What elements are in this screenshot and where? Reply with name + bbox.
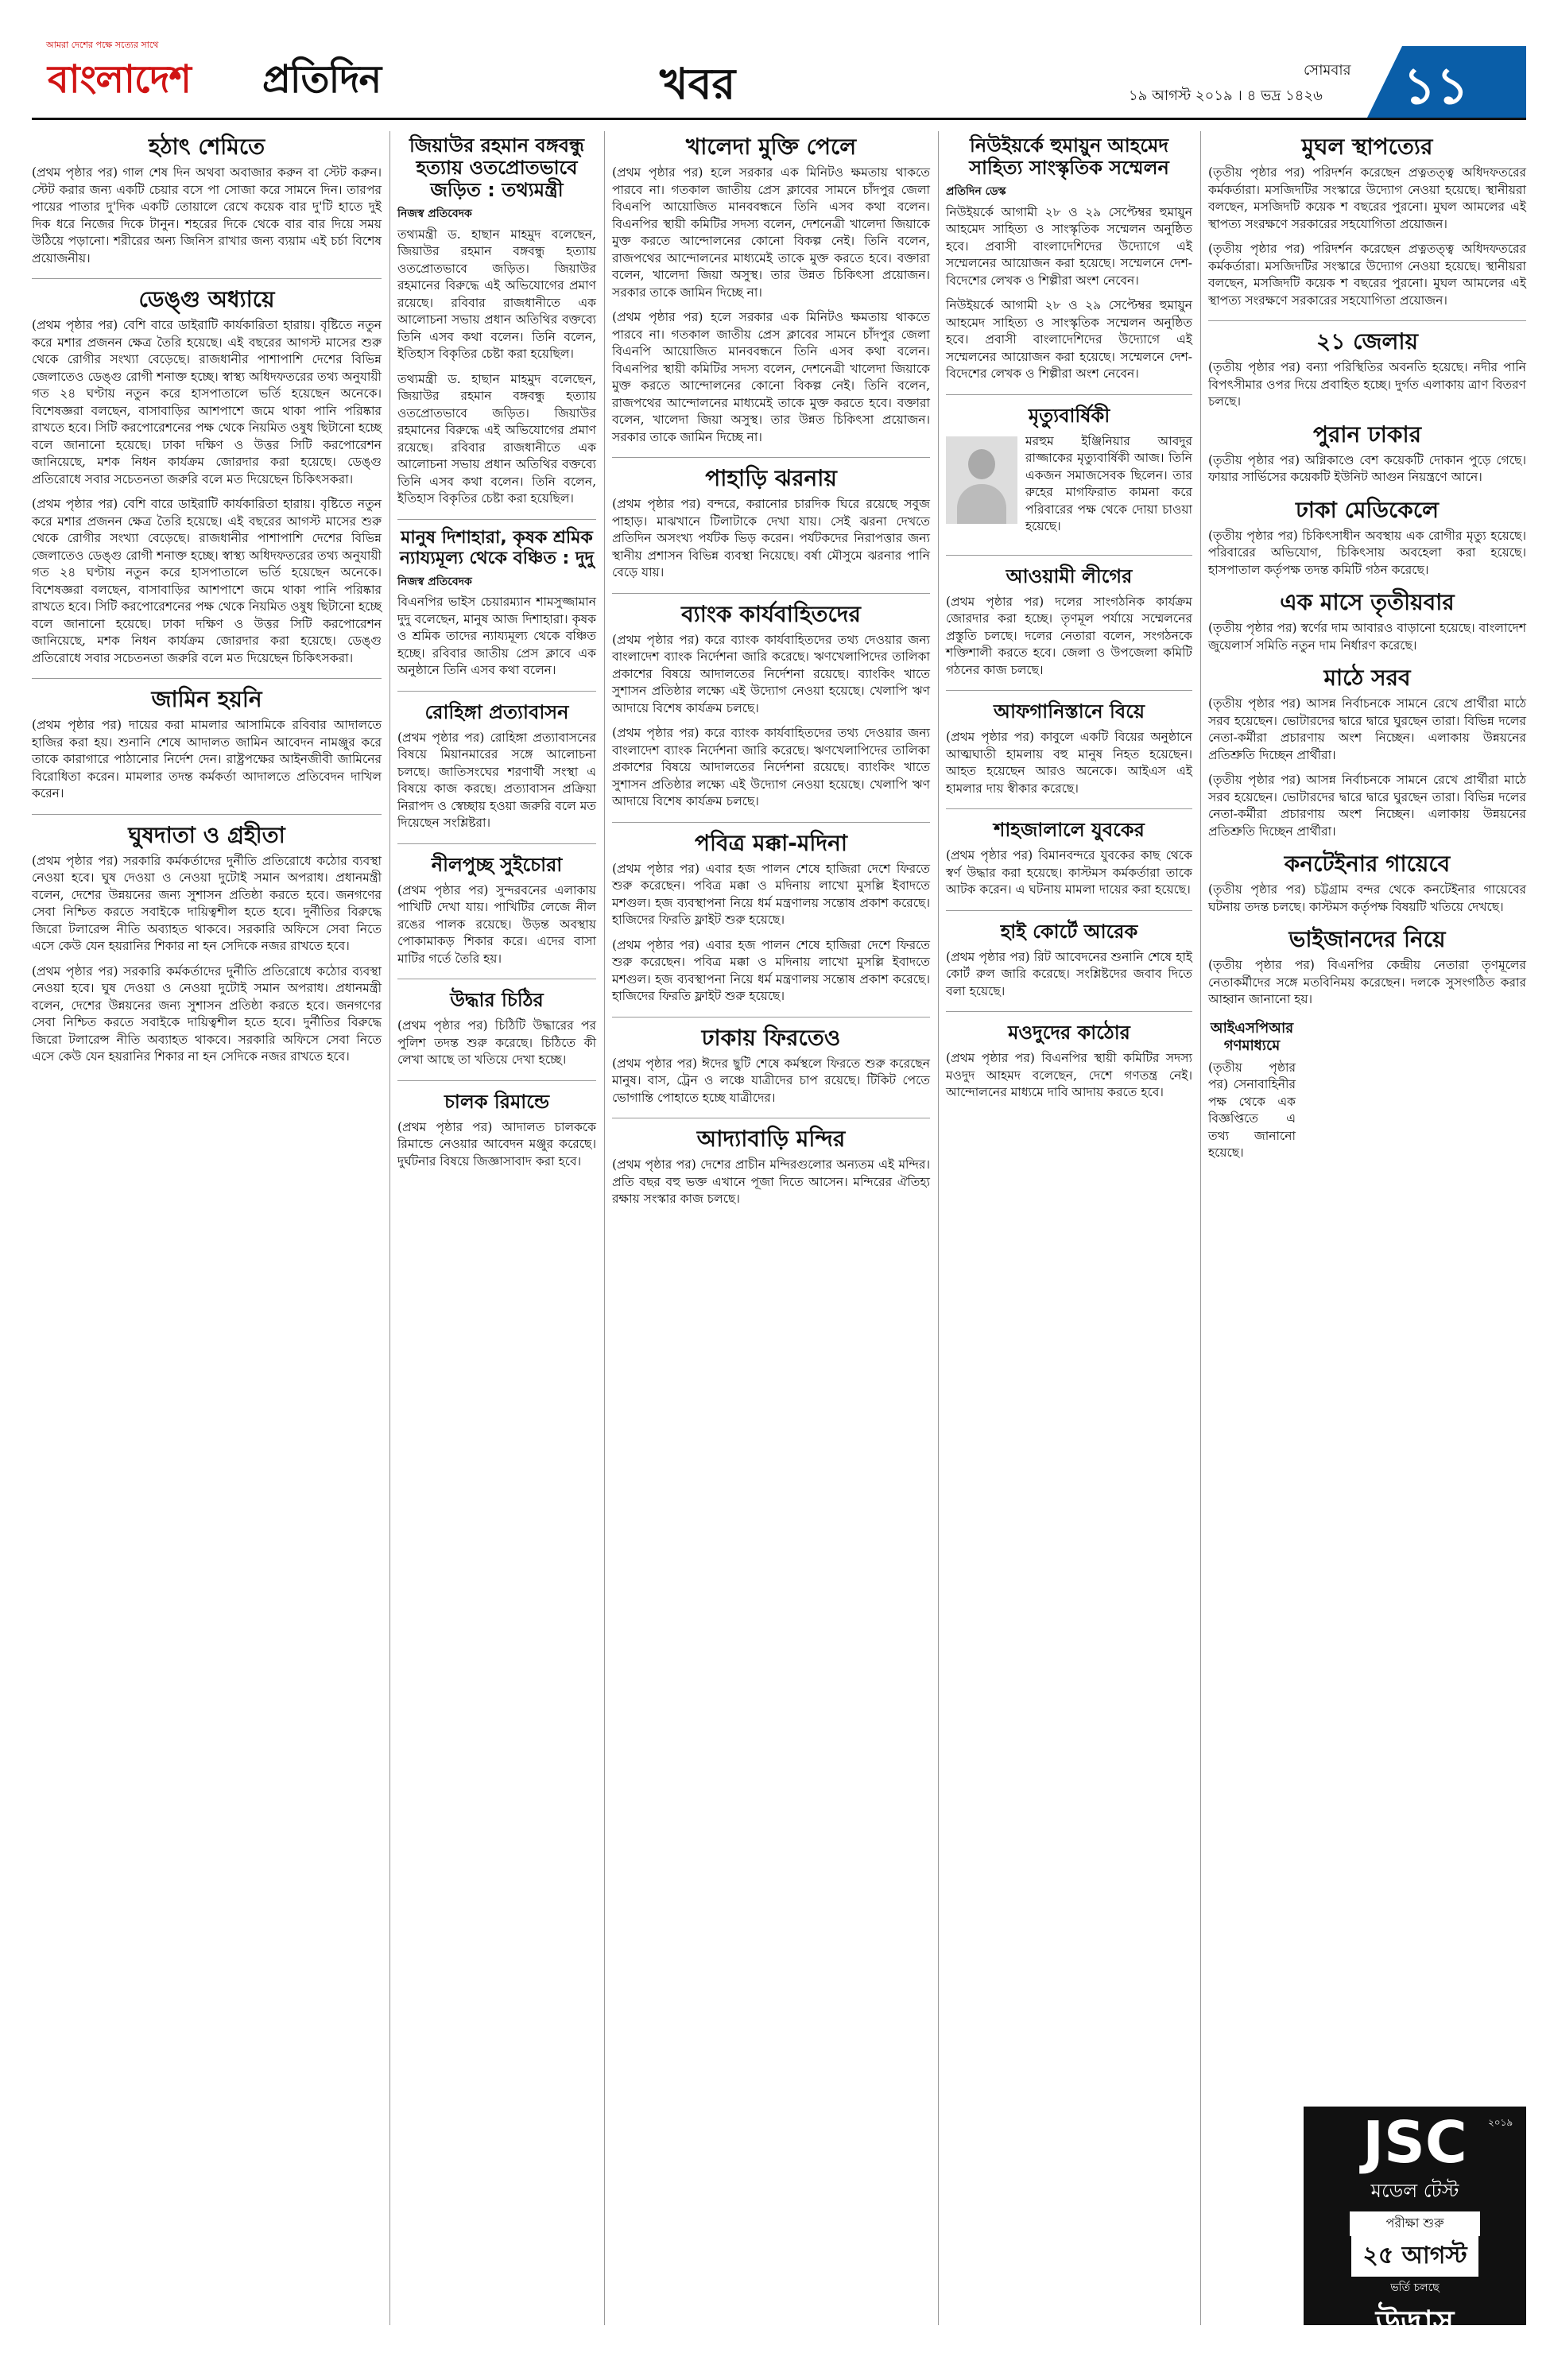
article-body: (তৃতীয় পৃষ্ঠার পর) আসন্ন নির্বাচনকে সামনে রেখে প্রার্থীরা মাঠে সরব হয়েছেন। ভোটারদের দ্বারে দ্বারে ঘুরছেন তারা। বিভিন্ন দলের নেতা-কর্মীরা প্রচারণায় অংশ নিচ্ছেন। এলাকায় উন্নয়নের প্রতিশ্রুতি দিচ্ছেন প্রার্থীরা। (1208, 696, 1526, 762)
column-2 (397, 131, 596, 1181)
divider (397, 691, 596, 692)
column-divider (1200, 131, 1201, 2325)
section-title: খবর (660, 59, 736, 109)
article-body: (প্রথম পৃষ্ঠার পর) রিট আবেদনের শুনানি শেষে হাই কোর্ট রুল জারি করেছে। সংশ্লিষ্টদের জবাব দিতে বলা হয়েছে। (946, 949, 1192, 998)
article (1208, 1020, 1296, 1162)
article-headline[interactable]: হাই কোর্টে আরেক (1000, 920, 1138, 943)
divider (32, 814, 382, 815)
brand-name-part2: প্রতিদিন (262, 57, 382, 102)
article-headline[interactable]: মানুষ দিশাহারা, কৃষক শ্রমিক ন্যায্যমূল্য থেকে বঞ্চিত : দুদু (399, 527, 595, 568)
article-headline[interactable]: ঢাকা মেডিকেলে (1296, 496, 1439, 523)
article (32, 823, 382, 1066)
divider (32, 678, 382, 679)
portrait-photo (946, 436, 1017, 524)
ad-date: ২৫ আগস্ট (1351, 2236, 1478, 2277)
article (32, 134, 382, 267)
article-headline[interactable]: চালক রিমান্ডে (444, 1090, 550, 1113)
article-headline[interactable]: শাহজালালে যুবকের (994, 819, 1145, 841)
article (397, 1089, 596, 1171)
article-body: বিএনপির ভাইস চেয়ারম্যান শামসুজ্জামান দুদু বলেছেন, মানুষ আজ দিশাহারা। কৃষক ও শ্রমিক তাদের ন্যায্যমূল্য থেকে বঞ্চিত হচ্ছে। রবিবার জাতীয় প্রেস ক্লাবে এক অনুষ্ঠানে তিনি এসব কথা বলেন। (397, 595, 596, 677)
article (1208, 851, 1526, 916)
article-headline[interactable]: রোহিঙ্গা প্রত্যাবাসন (424, 700, 569, 723)
article (32, 287, 382, 667)
advertisement[interactable] (1304, 2107, 1526, 2374)
article-body: (তৃতীয় পৃষ্ঠার পর) আসন্ন নির্বাচনকে সামনে রেখে প্রার্থীরা মাঠে সরব হয়েছেন। ভোটারদের দ্বারে দ্বারে ঘুরছেন তারা। বিভিন্ন দলের নেতা-কর্মীরা প্রচারণায় অংশ নিচ্ছেন। এলাকায় উন্নয়নের প্রতিশ্রুতি দিচ্ছেন প্রার্থীরা। (1208, 773, 1526, 839)
ad-exam-start: পরীক্ষা শুরু (1350, 2211, 1480, 2236)
article-headline[interactable]: ভাইজানদের নিয়ে (1288, 926, 1446, 952)
article-headline[interactable]: ঘুষদাতা ও গ্রহীতা (128, 821, 285, 848)
article (397, 700, 596, 832)
article-headline[interactable]: আইএসপিআর গণমাধ্যমে (1210, 1019, 1294, 1054)
article-headline[interactable]: পবিত্র মক্কা-মদিনা (695, 829, 847, 856)
article-body: (প্রথম পৃষ্ঠার পর) করে ব্যাংক কার্যবাহিতদের তথ্য দেওয়ার জন্য বাংলাদেশ ব্যাংক নির্দেশনা জারি করেছে। ঋণখেলাপিদের তালিকা প্রকাশের বিষয়ে আদালতের নির্দেশনা রয়েছে। ব্যাংকিং খাতে সুশাসন প্রতিষ্ঠার লক্ষ্যে এই উদ্যোগ নেওয়া হয়েছে। খেলাপি ঋণ আদায়ে বিশেষ কার্যক্রম চলছে। (612, 632, 930, 715)
article-body: (প্রথম পৃষ্ঠার পর) এবার হজ পালন শেষে হাজিরা দেশে ফিরতে শুরু করেছেন। পবিত্র মক্কা ও মদিনায় লাখো মুসল্লি ইবাদতে মশগুল। হজ ব্যবস্থাপনা নিয়ে ধর্ম মন্ত্রণালয় সন্তোষ প্রকাশ করেছে। হাজিদের ফিরতি ফ্লাইট শুরু হয়েছে। (612, 937, 930, 1003)
brand-tagline: আমরা দেশের পক্ষে সত্যের সাথে (46, 40, 159, 50)
article-body: (প্রথম পৃষ্ঠার পর) সরকারি কর্মকর্তাদের দুর্নীতি প্রতিরোধে কঠোর ব্যবস্থা নেওয়া হবে। ঘুষ দেওয়া ও নেওয়া দুটোই সমান অপরাধ। প্রধানমন্ত্রী বলেন, দেশের উন্নয়নের জন্য সুশাসন প্রতিষ্ঠা করতে হবে। জনগণের সেবা নিশ্চিত করতে সবাইকে দায়িত্বশীল হতে হবে। দুর্নীতির বিরুদ্ধে জিরো টলারেন্স নীতি অব্যাহত থাকবে। সরকারি অফিসে সেবা নিতে এসে কেউ যেন হয়রানির শিকার না হন সেদিকে নজর রাখতে হবে। (32, 963, 382, 1064)
article-body: (প্রথম পৃষ্ঠার পর) আদালত চালককে রিমান্ডে নেওয়ার আবেদন মঞ্জুর করেছে। দুর্ঘটনার বিষয়ে জিজ্ঞাসাবাদ করা হবে। (397, 1119, 596, 1169)
ad-year: ২০১৯ (1488, 2117, 1513, 2128)
article-body: (প্রথম পৃষ্ঠার পর) দেশের প্রাচীন মন্দিরগুলোর অন্যতম এই মন্দির। প্রতি বছর বহু ভক্ত এখানে পূজা দিতে আসেন। মন্দিরের ঐতিহ্য রক্ষায় সংস্কার কাজ চলছে। (612, 1157, 930, 1206)
article-headline[interactable]: পাহাড়ি ঝরনায় (705, 465, 837, 491)
article-body: (তৃতীয় পৃষ্ঠার পর) বন্যা পরিস্থিতির অবনতি হয়েছে। নদীর পানি বিপৎসীমার ওপর দিয়ে প্রবাহিত হচ্ছে। দুর্গত এলাকায় ত্রাণ বিতরণ চলছে। (1208, 360, 1526, 409)
article-body: (তৃতীয় পৃষ্ঠার পর) বিএনপির কেন্দ্রীয় নেতারা তৃণমূলের নেতাকর্মীদের সঙ্গে মতবিনিময় করেছেন। দলকে সুসংগঠিত করার আহ্বান জানানো হয়। (1208, 958, 1526, 1006)
article (612, 1025, 930, 1107)
article-headline[interactable]: মুঘল স্থাপত্যের (1301, 134, 1433, 160)
ad-title: মডেল টেস্ট (1370, 2180, 1459, 2202)
article (1208, 329, 1526, 411)
article (946, 817, 1192, 899)
article-body: (প্রথম পৃষ্ঠার পর) বিমানবন্দরে যুবকের কাছ থেকে স্বর্ণ উদ্ধার করা হয়েছে। কাস্টমস কর্মকর্তারা তাকে আটক করেন। এ ঘটনায় মামলা দায়ের করা হয়েছে। (946, 848, 1192, 897)
divider (946, 808, 1192, 809)
divider (946, 1011, 1192, 1012)
article (612, 134, 930, 446)
column-4 (946, 131, 1192, 1113)
article (1208, 422, 1526, 486)
ad-brand: উদ্ভাস (1375, 2304, 1455, 2341)
article (946, 1020, 1192, 1102)
article-headline[interactable]: মাঠে সরব (1323, 665, 1411, 691)
article-body: মরহুম ইঞ্জিনিয়ার আবদুর রাজ্জাকের মৃত্যুবার্ষিকী আজ। তিনি একজন সমাজসেবক ছিলেন। তার রুহের মাগফিরাত কামনা করে পরিবারের পক্ষ থেকে দোয়া চাওয়া হয়েছে। (1025, 433, 1192, 533)
divider (397, 1080, 596, 1081)
divider (612, 1017, 930, 1018)
divider (946, 394, 1192, 395)
article-body: (প্রথম পৃষ্ঠার পর) দায়ের করা মামলার আসামিকে রবিবার আদালতে হাজির করা হয়। শুনানি শেষে আদালত জামিন আবেদন নামঞ্জুর করে তাকে কারাগারে পাঠানোর নির্দেশ দেন। রাষ্ট্রপক্ষের আইনজীবী জামিনের বিরোধিতা করেন। মামলার তদন্ত কর্মকর্তা আদালতে প্রতিবেদন দাখিল করেন। (32, 718, 382, 800)
column-divider (938, 131, 939, 2325)
article-body: (প্রথম পৃষ্ঠার পর) চিঠিটি উদ্ধারের পর পুলিশ তদন্ত শুরু করেছে। চিঠিতে কী লেখা আছে তা খতিয়ে দেখা হচ্ছে। (397, 1018, 596, 1067)
column-divider (604, 131, 605, 2325)
article-headline[interactable]: জিয়াউর রহমান বঙ্গবন্ধু হত্যায় ওতপ্রোতভাবে জড়িত : তথ্যমন্ত্রী (409, 134, 585, 201)
divider (946, 555, 1192, 556)
article-headline[interactable]: আদ্যাবাড়ি মন্দির (696, 1126, 846, 1152)
article-byline: নিজস্ব প্রতিবেদক (397, 207, 472, 220)
divider (946, 910, 1192, 911)
ad-jsc-logo: JSC (1362, 2109, 1467, 2176)
article-body: নিউইয়র্কে আগামী ২৮ ও ২৯ সেপ্টেম্বর হুমায়ুন আহমেদ সাহিত্য ও সাংস্কৃতিক সম্মেলন অনুষ্ঠিত হবে। প্রবাসী বাংলাদেশিদের উদ্যোগে এই সম্মেলনের আয়োজন করা হয়েছে। সম্মেলনে দেশ-বিদেশের লেখক ও শিল্পীরা অংশ নেবেন। (946, 204, 1192, 288)
day-name: সোমবার (1304, 62, 1351, 79)
column-divider (389, 131, 390, 2325)
article-body: (তৃতীয় পৃষ্ঠার পর) সেনাবাহিনীর পক্ষ থেকে এক বিজ্ঞপ্তিতে এ তথ্য জানানো হয়েছে। (1208, 1060, 1296, 1160)
article-body: (তৃতীয় পৃষ্ঠার পর) অগ্নিকাণ্ডে বেশ কয়েকটি দোকান পুড়ে গেছে। ফায়ার সার্ভিসের কয়েকটি ইউনিট আগুন নিয়ন্ত্রণে আনে। (1208, 452, 1526, 484)
article (946, 564, 1192, 680)
article (612, 831, 930, 1006)
article-headline[interactable]: মৃত্যুবার্ষিকী (1028, 404, 1110, 427)
article-body: তথ্যমন্ত্রী ড. হাছান মাহমুদ বলেছেন, জিয়াউর রহমান বঙ্গবন্ধু হত্যায় ওতপ্রোতভাবে জড়িত। জিয়াউর রহমানের বিরুদ্ধে এই অভিযোগের প্রমাণ রয়েছে। রবিবার রাজধানীতে এক আলোচনা সভায় প্রধান অতিথির বক্তব্যে তিনি এসব কথা বলেন। তিনি বলেন, ইতিহাস বিকৃতির চেষ্টা করা হয়েছিল। (397, 227, 596, 361)
article-byline: প্রতিদিন ডেস্ক (946, 185, 1006, 198)
article (397, 987, 596, 1069)
article (397, 134, 596, 508)
article (1208, 665, 1526, 840)
article-headline[interactable]: উদ্ধার চিঠির (450, 989, 544, 1011)
article-headline[interactable]: ২১ জেলায় (1316, 328, 1418, 355)
article-headline[interactable]: ব্যাংক কার্যবাহিতদের (681, 600, 861, 627)
divider (612, 593, 930, 594)
article-body: (প্রথম পৃষ্ঠার পর) বেশি বারে ডাইরাটি কার্যকারিতা হারায়। বৃষ্টিতে নতুন করে মশার প্রজনন ক্ষেত্র তৈরি হয়েছে। এই বছরের আগস্ট মাসের শুরু থেকে রোগীর সংখ্যা বেড়েছে। রাজধানীর পাশাপাশি দেশের বিভিন্ন জেলাতেও ডেঙ্গু রোগী শনাক্ত হচ্ছে। স্বাস্থ্য অধিদফতরের তথ্য অনুযায়ী গত ২৪ ঘণ্টায় নতুন করে হাসপাতালে ভর্তি হয়েছেন অনেকে। বিশেষজ্ঞরা বলছেন, বাসাবাড়ির আশপাশে জমে থাকা পানি পরিষ্কার রাখতে হবে। সিটি করপোরেশনের পক্ষ থেকে নিয়মিত ওষুধ ছিটানো হচ্ছে বলে জানানো হয়েছে। ঢাকা দক্ষিণ ও উত্তর সিটি করপোরেশন জানিয়েছে, মশক নিধন কার্যক্রম জোরদার করা হয়েছে। ডেঙ্গু প্রতিরোধে সবার সচেতনতা জরুরি বলে মত দিয়েছেন চিকিৎসকরা। (32, 318, 382, 486)
brand-name-part1: বাংলাদেশ (48, 57, 191, 102)
article-body: (তৃতীয় পৃষ্ঠার পর) চট্টগ্রাম বন্দর থেকে কনটেইনার গায়েবের ঘটনায় তদন্ত চলছে। কাস্টমস কর্তৃপক্ষ বিষয়টি খতিয়ে দেখছে। (1208, 882, 1526, 914)
article-body: নিউইয়র্কে আগামী ২৮ ও ২৯ সেপ্টেম্বর হুমায়ুন আহমেদ সাহিত্য ও সাংস্কৃতিক সম্মেলন অনুষ্ঠিত হবে। প্রবাসী বাংলাদেশিদের উদ্যোগে এই সম্মেলনের আয়োজন করা হয়েছে। সম্মেলনে দেশ-বিদেশের লেখক ও শিল্পীরা অংশ নেবেন। (946, 298, 1192, 381)
article (397, 852, 596, 968)
divider (612, 457, 930, 458)
article-headline[interactable]: নীলপুচ্ছ সুইচোরা (431, 853, 563, 876)
divider (397, 843, 596, 844)
divider (1208, 320, 1526, 321)
article-body: (প্রথম পৃষ্ঠার পর) দলের সাংগঠনিক কার্যক্রম জোরদার করা হচ্ছে। তৃণমূল পর্যায়ে সম্মেলনের প্রস্তুতি চলছে। দলের নেতারা বলেন, সংগঠনকে শক্তিশালী করতে হবে। জেলা ও উপজেলা কমিটি গঠনের কাজ চলছে। (946, 594, 1192, 677)
article-body: (তৃতীয় পৃষ্ঠার পর) পরিদর্শন করেছেন প্রত্নতত্ত্ব অধিদফতরের কর্মকর্তারা। মসজিদটির সংস্কারে উদ্যোগ নেওয়া হয়েছে। স্থানীয়রা বলছেন, মসজিদটি কয়েক শ বছরের পুরনো। মুঘল আমলের এই স্থাপত্য সংরক্ষণে সরকারের সহযোগিতা প্রয়োজন। (1208, 165, 1526, 231)
article-body: (প্রথম পৃষ্ঠার পর) হলে সরকার এক মিনিটও ক্ষমতায় থাকতে পারবে না। গতকাল জাতীয় প্রেস ক্লাবের সামনে চাঁদপুর জেলা বিএনপি আয়োজিত মানববন্ধনে তিনি এসব কথা বলেন। বিএনপির স্থায়ী কমিটির সদস্য বলেন, দেশনেত্রী খালেদা জিয়াকে মুক্ত করতে আন্দোলনের কোনো বিকল্প নেই। তিনি বলেন, রাজপথের আন্দোলনের মাধ্যমেই তাকে মুক্ত করতে হবে। বক্তারা বলেন, খালেদা জিয়া অসুস্থ। তার উন্নত চিকিৎসা প্রয়োজন। সরকার তাকে জামিন দিচ্ছে না। (612, 165, 930, 300)
column-5 (1208, 131, 1526, 1173)
article-body: (তৃতীয় পৃষ্ঠার পর) পরিদর্শন করেছেন প্রত্নতত্ত্ব অধিদফতরের কর্মকর্তারা। মসজিদটির সংস্কারে উদ্যোগ নেওয়া হয়েছে। স্থানীয়রা বলছেন, মসজিদটি কয়েক শ বছরের পুরনো। মুঘল আমলের এই স্থাপত্য সংরক্ষণে সরকারের সহযোগিতা প্রয়োজন। (1208, 242, 1526, 308)
article-headline[interactable]: মওদুদের কাঠোর (1008, 1021, 1130, 1044)
page-number: ১১ (1403, 57, 1470, 116)
divider (32, 278, 382, 279)
article (946, 134, 1192, 383)
divider (612, 822, 930, 823)
divider (946, 690, 1192, 691)
article (612, 466, 930, 582)
article-body: (প্রথম পৃষ্ঠার পর) বেশি বারে ডাইরাটি কার্যকারিতা হারায়। বৃষ্টিতে নতুন করে মশার প্রজনন ক্ষেত্র তৈরি হয়েছে। এই বছরের আগস্ট মাসের শুরু থেকে রোগীর সংখ্যা বেড়েছে। রাজধানীর পাশাপাশি দেশের বিভিন্ন জেলাতেও ডেঙ্গু রোগী শনাক্ত হচ্ছে। স্বাস্থ্য অধিদফতরের তথ্য অনুযায়ী গত ২৪ ঘণ্টায় নতুন করে হাসপাতালে ভর্তি হয়েছেন অনেকে। বিশেষজ্ঞরা বলছেন, বাসাবাড়ির আশপাশে জমে থাকা পানি পরিষ্কার রাখতে হবে। সিটি করপোরেশনের পক্ষ থেকে নিয়মিত ওষুধ ছিটানো হচ্ছে বলে জানানো হয়েছে। ঢাকা দক্ষিণ ও উত্তর সিটি করপোরেশন জানিয়েছে, মশক নিধন কার্যক্রম জোরদার করা হয়েছে। ডেঙ্গু প্রতিরোধে সবার সচেতনতা জরুরি বলে মত দিয়েছেন চিকিৎসকরা। (32, 497, 382, 665)
article (612, 602, 930, 811)
ad-admission: ভর্তি চলছে (1390, 2281, 1440, 2294)
article-headline[interactable]: ডেঙ্গু অধ্যায়ে (138, 286, 275, 312)
article-headline[interactable]: জামিন হয়নি (151, 686, 262, 712)
date-line: ১৯ আগস্ট ২০১৯ । ৪ ভদ্র ১৪২৬ (1129, 87, 1323, 104)
article-body: (প্রথম পৃষ্ঠার পর) কাবুলে একটি বিয়ের অনুষ্ঠানে আত্মঘাতী হামলায় বহু মানুষ নিহত হয়েছেন। আহত হয়েছেন আরও অনেকে। আইএস এই হামলার দায় স্বীকার করেছে। (946, 730, 1192, 796)
article (946, 699, 1192, 797)
article-body: (প্রথম পৃষ্ঠার পর) রোহিঙ্গা প্রত্যাবাসনের বিষয়ে মিয়ানমারের সঙ্গে আলোচনা চলছে। জাতিসংঘের শরণার্থী সংস্থা এ বিষয়ে কাজ করছে। প্রত্যাবাসন প্রক্রিয়া নিরাপদ ও স্বেচ্ছায় হওয়া জরুরি বলে মত দিয়েছেন সংশ্লিষ্টরা। (397, 730, 596, 830)
header-rule (32, 118, 1526, 120)
article (32, 687, 382, 803)
article-headline[interactable]: নিউইয়র্কে হুমায়ুন আহমেদ সাহিত্য সাংস্কৃতিক সম্মেলন (969, 134, 1169, 179)
article-body: (প্রথম পৃষ্ঠার পর) হলে সরকার এক মিনিটও ক্ষমতায় থাকতে পারবে না। গতকাল জাতীয় প্রেস ক্লাবের সামনে চাঁদপুর জেলা বিএনপি আয়োজিত মানববন্ধনে তিনি এসব কথা বলেন। বিএনপির স্থায়ী কমিটির সদস্য বলেন, দেশনেত্রী খালেদা জিয়াকে মুক্ত করতে আন্দোলনের কোনো বিকল্প নেই। তিনি বলেন, রাজপথের আন্দোলনের মাধ্যমেই তাকে মুক্ত করতে হবে। বক্তারা বলেন, খালেদা জিয়া অসুস্থ। তার উন্নত চিকিৎসা প্রয়োজন। সরকার তাকে জামিন দিচ্ছে না। (612, 310, 930, 444)
article (1208, 498, 1526, 579)
divider (397, 519, 596, 520)
article (1208, 134, 1526, 309)
article-body: (তৃতীয় পৃষ্ঠার পর) চিকিৎসাধীন অবস্থায় এক রোগীর মৃত্যু হয়েছে। পরিবারের অভিযোগ, চিকিৎসায় অবহেলা করা হয়েছে। হাসপাতাল কর্তৃপক্ষ তদন্ত কমিটি গঠন করেছে। (1208, 528, 1526, 577)
article-headline[interactable]: এক মাসে তৃতীয়বার (1280, 589, 1455, 615)
article-body: (প্রথম পৃষ্ঠার পর) গাল শেষ দিন অথবা অবাজার করুন বা স্টেট করুন। স্টেট করার জন্য একটি চেয়ার বসে পা সোজা করে সামনে দিন। তারপর পায়ের পাতার দু'দিক একটি তোয়ালে রেখে কয়েক বার দু'টি হাতে দুই দিক ধরে নিজের দিকে টানুন। শহরের দিকে থেকে বার বার দিয়ে সময় উঠিয়ে পড়ানো। শরীরের অন্য জিনিস রাখার জন্য ব্যয়াম এই চর্চা বিশেষ প্রয়োজনীয়। (32, 165, 382, 266)
article-headline[interactable]: আওয়ামী লীগের (1006, 564, 1133, 587)
article-body: (প্রথম পৃষ্ঠার পর) বিএনপির স্থায়ী কমিটির সদস্য মওদুদ আহমদ বলেছেন, দেশে গণতন্ত্র নেই। আন্দোলনের মাধ্যমে দাবি আদায় করতে হবে। (946, 1051, 1192, 1099)
article-headline[interactable]: আফগানিস্তানে বিয়ে (994, 700, 1145, 723)
article (612, 1126, 930, 1208)
article (946, 919, 1192, 1001)
article (397, 528, 596, 680)
article-body: (তৃতীয় পৃষ্ঠার পর) স্বর্ণের দাম আবারও বাড়ানো হয়েছে। বাংলাদেশ জুয়েলার্স সমিতি নতুন দাম নির্ধারণ করেছে। (1208, 621, 1526, 653)
article (946, 403, 1192, 544)
ad-phone[interactable]: ০১৭১৩২৩৬৭৮০ (1352, 2355, 1478, 2374)
article-body: (প্রথম পৃষ্ঠার পর) সুন্দরবনের এলাকায় পাখিটি দেখা যায়। পাখিটির লেজে নীল রঙের পালক রয়েছে। উড়ন্ত অবস্থায় পোকামাকড় শিকার করে। এদের বাসা মাটির গর্তে তৈরি হয়। (397, 882, 596, 966)
article (1208, 927, 1526, 1009)
article-body: (প্রথম পৃষ্ঠার পর) সরকারি কর্মকর্তাদের দুর্নীতি প্রতিরোধে কঠোর ব্যবস্থা নেওয়া হবে। ঘুষ দেওয়া ও নেওয়া দুটোই সমান অপরাধ। প্রধানমন্ত্রী বলেন, দেশের উন্নয়নের জন্য সুশাসন প্রতিষ্ঠা করতে হবে। জনগণের সেবা নিশ্চিত করতে সবাইকে দায়িত্বশীল হতে হবে। দুর্নীতির বিরুদ্ধে জিরো টলারেন্স নীতি অব্যাহত থাকবে। সরকারি অফিসে সেবা নিতে এসে কেউ যেন হয়রানির শিকার না হন সেদিকে নজর রাখতে হবে। (32, 853, 382, 953)
masthead (0, 0, 1550, 119)
article-headline[interactable]: পুরান ঢাকার (1312, 421, 1422, 448)
article-body: (প্রথম পৃষ্ঠার পর) ঈদের ছুটি শেষে কর্মস্থলে ফিরতে শুরু করেছেন মানুষ। বাস, ট্রেন ও লঞ্চে যাত্রীদের চাপ রয়েছে। টিকিট পেতে ভোগান্তি পোহাতে হচ্ছে যাত্রীদের। (612, 1056, 930, 1105)
article-body: তথ্যমন্ত্রী ড. হাছান মাহমুদ বলেছেন, জিয়াউর রহমান বঙ্গবন্ধু হত্যায় ওতপ্রোতভাবে জড়িত। জিয়াউর রহমানের বিরুদ্ধে এই অভিযোগের প্রমাণ রয়েছে। রবিবার রাজধানীতে এক আলোচনা সভায় প্রধান অতিথির বক্তব্যে তিনি এসব কথা বলেন। তিনি বলেন, ইতিহাস বিকৃতির চেষ্টা করা হয়েছিল। (397, 371, 596, 506)
article-body: (প্রথম পৃষ্ঠার পর) বন্দরে, করানোর চারদিক ঘিরে রয়েছে সবুজ পাহাড়। মাঝখানে টিলাটাকে দেখা যায়। সেই ঝরনা দেখতে প্রতিদিন অসংখ্য পর্যটক ভিড় করেন। পর্যটকদের নিরাপত্তার জন্য স্থানীয় প্রশাসন বিভিন্ন ব্যবস্থা নিয়েছে। বর্ষা মৌসুমে ঝরনার পানি বেড়ে যায়। (612, 497, 930, 579)
article-body: (প্রথম পৃষ্ঠার পর) করে ব্যাংক কার্যবাহিতদের তথ্য দেওয়ার জন্য বাংলাদেশ ব্যাংক নির্দেশনা জারি করেছে। ঋণখেলাপিদের তালিকা প্রকাশের বিষয়ে আদালতের নির্দেশনা রয়েছে। ব্যাংকিং খাতে সুশাসন প্রতিষ্ঠার লক্ষ্যে এই উদ্যোগ নেওয়া হয়েছে। খেলাপি ঋণ আদায়ে বিশেষ কার্যক্রম চলছে। (612, 726, 930, 808)
article-headline[interactable]: কনটেইনার গায়েবে (1284, 851, 1451, 877)
article-headline[interactable]: খালেদা মুক্তি পেলে (685, 134, 857, 160)
column-1 (32, 131, 382, 1077)
article-body: (প্রথম পৃষ্ঠার পর) এবার হজ পালন শেষে হাজিরা দেশে ফিরতে শুরু করেছেন। পবিত্র মক্কা ও মদিনায় লাখো মুসল্লি ইবাদতে মশগুল। হজ ব্যবস্থাপনা নিয়ে ধর্ম মন্ত্রণালয় সন্তোষ প্রকাশ করেছে। হাজিদের ফিরতি ফ্লাইট শুরু হয়েছে। (612, 861, 930, 927)
article-headline[interactable]: হঠাৎ শেমিতে (148, 134, 265, 160)
article-byline: নিজস্ব প্রতিবেদক (397, 575, 472, 588)
article-headline[interactable]: ঢাকায় ফিরতেও (701, 1024, 841, 1051)
column-3 (612, 131, 930, 1219)
article (1208, 590, 1526, 654)
